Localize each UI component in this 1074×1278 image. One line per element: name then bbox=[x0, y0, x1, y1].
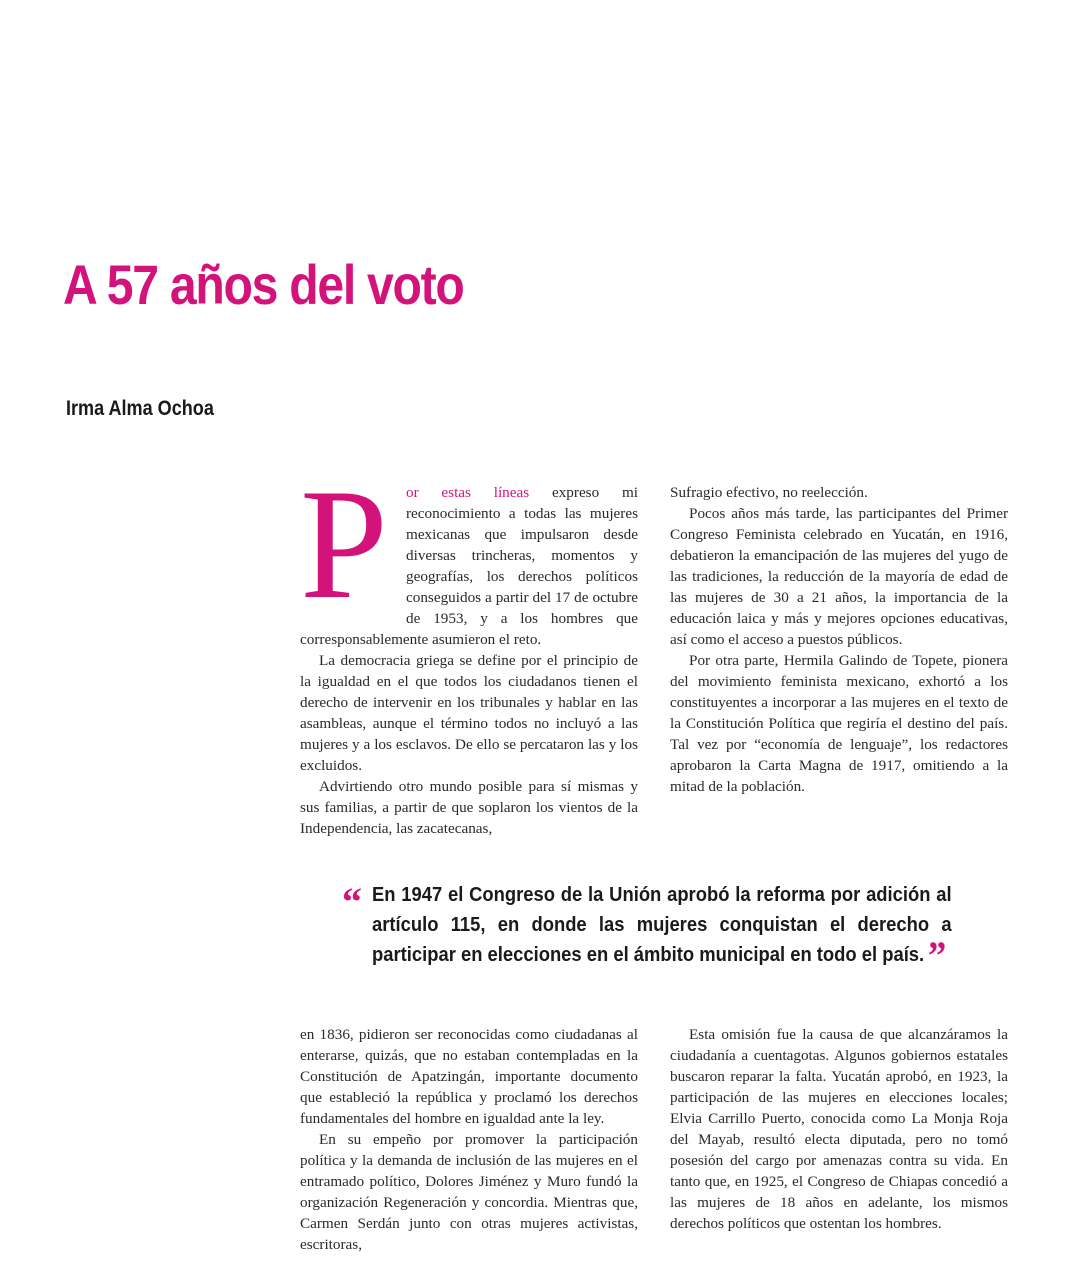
open-quote-mark: “ bbox=[342, 879, 362, 924]
lead-in: or estas líneas bbox=[406, 484, 530, 501]
intro-text: expreso mi reconocimiento a todas las mujeres mexicanas que impulsaron desde diversas trincheras, momentos y geografías, los derechos políticos conseguidos a partir del 17 de octubre de 1953, y a los hombres que corresponsablemente asumieron el reto. bbox=[300, 484, 638, 648]
paragraph: Esta omisión fue la causa de que alcanzáramos la ciudadanía a cuentagotas. Algunos gobiernos estatales buscaron reparar la falta. Yucatán aprobó, en 1923, la participación de las mujeres en elecciones locales; Elvia Carrillo Puerto, conocida como La Monja Roja del Mayab, resultó electa diputada, pero no tomó posesión del cargo por amenazas contra su vida. En tanto que, en 1925, el Congreso de Chiapas concedió a las mujeres de 18 años en adelante, los mismos derechos políticos que ostentan los hombres. bbox=[670, 1026, 1008, 1232]
intro-paragraph bbox=[300, 457, 638, 650]
pull-quote bbox=[342, 879, 954, 978]
paragraph: Advirtiendo otro mundo posible para sí mismas y sus familias, a partir de que soplaron los vientos de la Independencia, las zacatecanas, bbox=[300, 778, 638, 837]
text-column-4 bbox=[670, 1024, 1008, 1234]
text-column-3 bbox=[300, 1024, 638, 1255]
paragraph: Por otra parte, Hermila Galindo de Topete, pionera del movimiento feminista mexicano, exhortó a los constituyentes a incorporar a las mujeres en el texto de la Constitución Política que regiría el destino del país. Tal vez por “economía de lenguaje”, los redactores aprobaron la Carta Magna de 1917, omitiendo a la mitad de la población. bbox=[670, 652, 1008, 795]
pull-quote-body bbox=[372, 880, 952, 978]
paragraph: La democracia griega se define por el principio de la igualdad en el que todos los ciudadanos tienen el derecho de intervenir en los tribunales y hablar en las asambleas, aunque el término todos no incluyó a las mujeres y a los esclavos. De ello se percataron las y los excluidos. bbox=[300, 652, 638, 774]
text-column-1 bbox=[300, 457, 638, 839]
article-title: A 57 años del voto bbox=[63, 253, 464, 316]
paragraph: En su empeño por promover la participación política y la demanda de inclusión de las mujeres en el entramado político, Dolores Jiménez y Muro fundó la organización Regeneración y concordia. Mientras que, Carmen Serdán junto con otras mujeres activistas, escritoras, bbox=[300, 1131, 638, 1253]
paragraph: Pocos años más tarde, las participantes del Primer Congreso Feminista celebrado en Yucatán, en 1916, debatieron la emancipación de las mujeres del yugo de las tradiciones, la reducción de la mayoría de edad de las mujeres de 30 a 21 años, la importancia de la educación laica y más y mejores opciones educativas, así como el acceso a puestos públicos. bbox=[670, 505, 1008, 648]
text-column-2 bbox=[670, 482, 1008, 797]
paragraph: en 1836, pidieron ser reconocidas como ciudadanas al enterarse, quizás, que no estaban contempladas en la Constitución de Apatzingán, importante documento que estableció la república y proclamó los derechos fundamentales del hombre en igualdad ante la ley. bbox=[300, 1026, 638, 1127]
drop-cap: P bbox=[300, 457, 388, 632]
paragraph: Sufragio efectivo, no reelección. bbox=[670, 484, 868, 501]
close-quote-mark: ” bbox=[927, 933, 947, 978]
pull-quote-text: En 1947 el Congreso de la Unión aprobó la reforma por adición al artículo 115, en donde las mujeres conquistan el derecho a participar en elecciones en el ámbito municipal en todo el país. bbox=[372, 884, 952, 966]
author-name: Irma Alma Ochoa bbox=[66, 397, 214, 420]
